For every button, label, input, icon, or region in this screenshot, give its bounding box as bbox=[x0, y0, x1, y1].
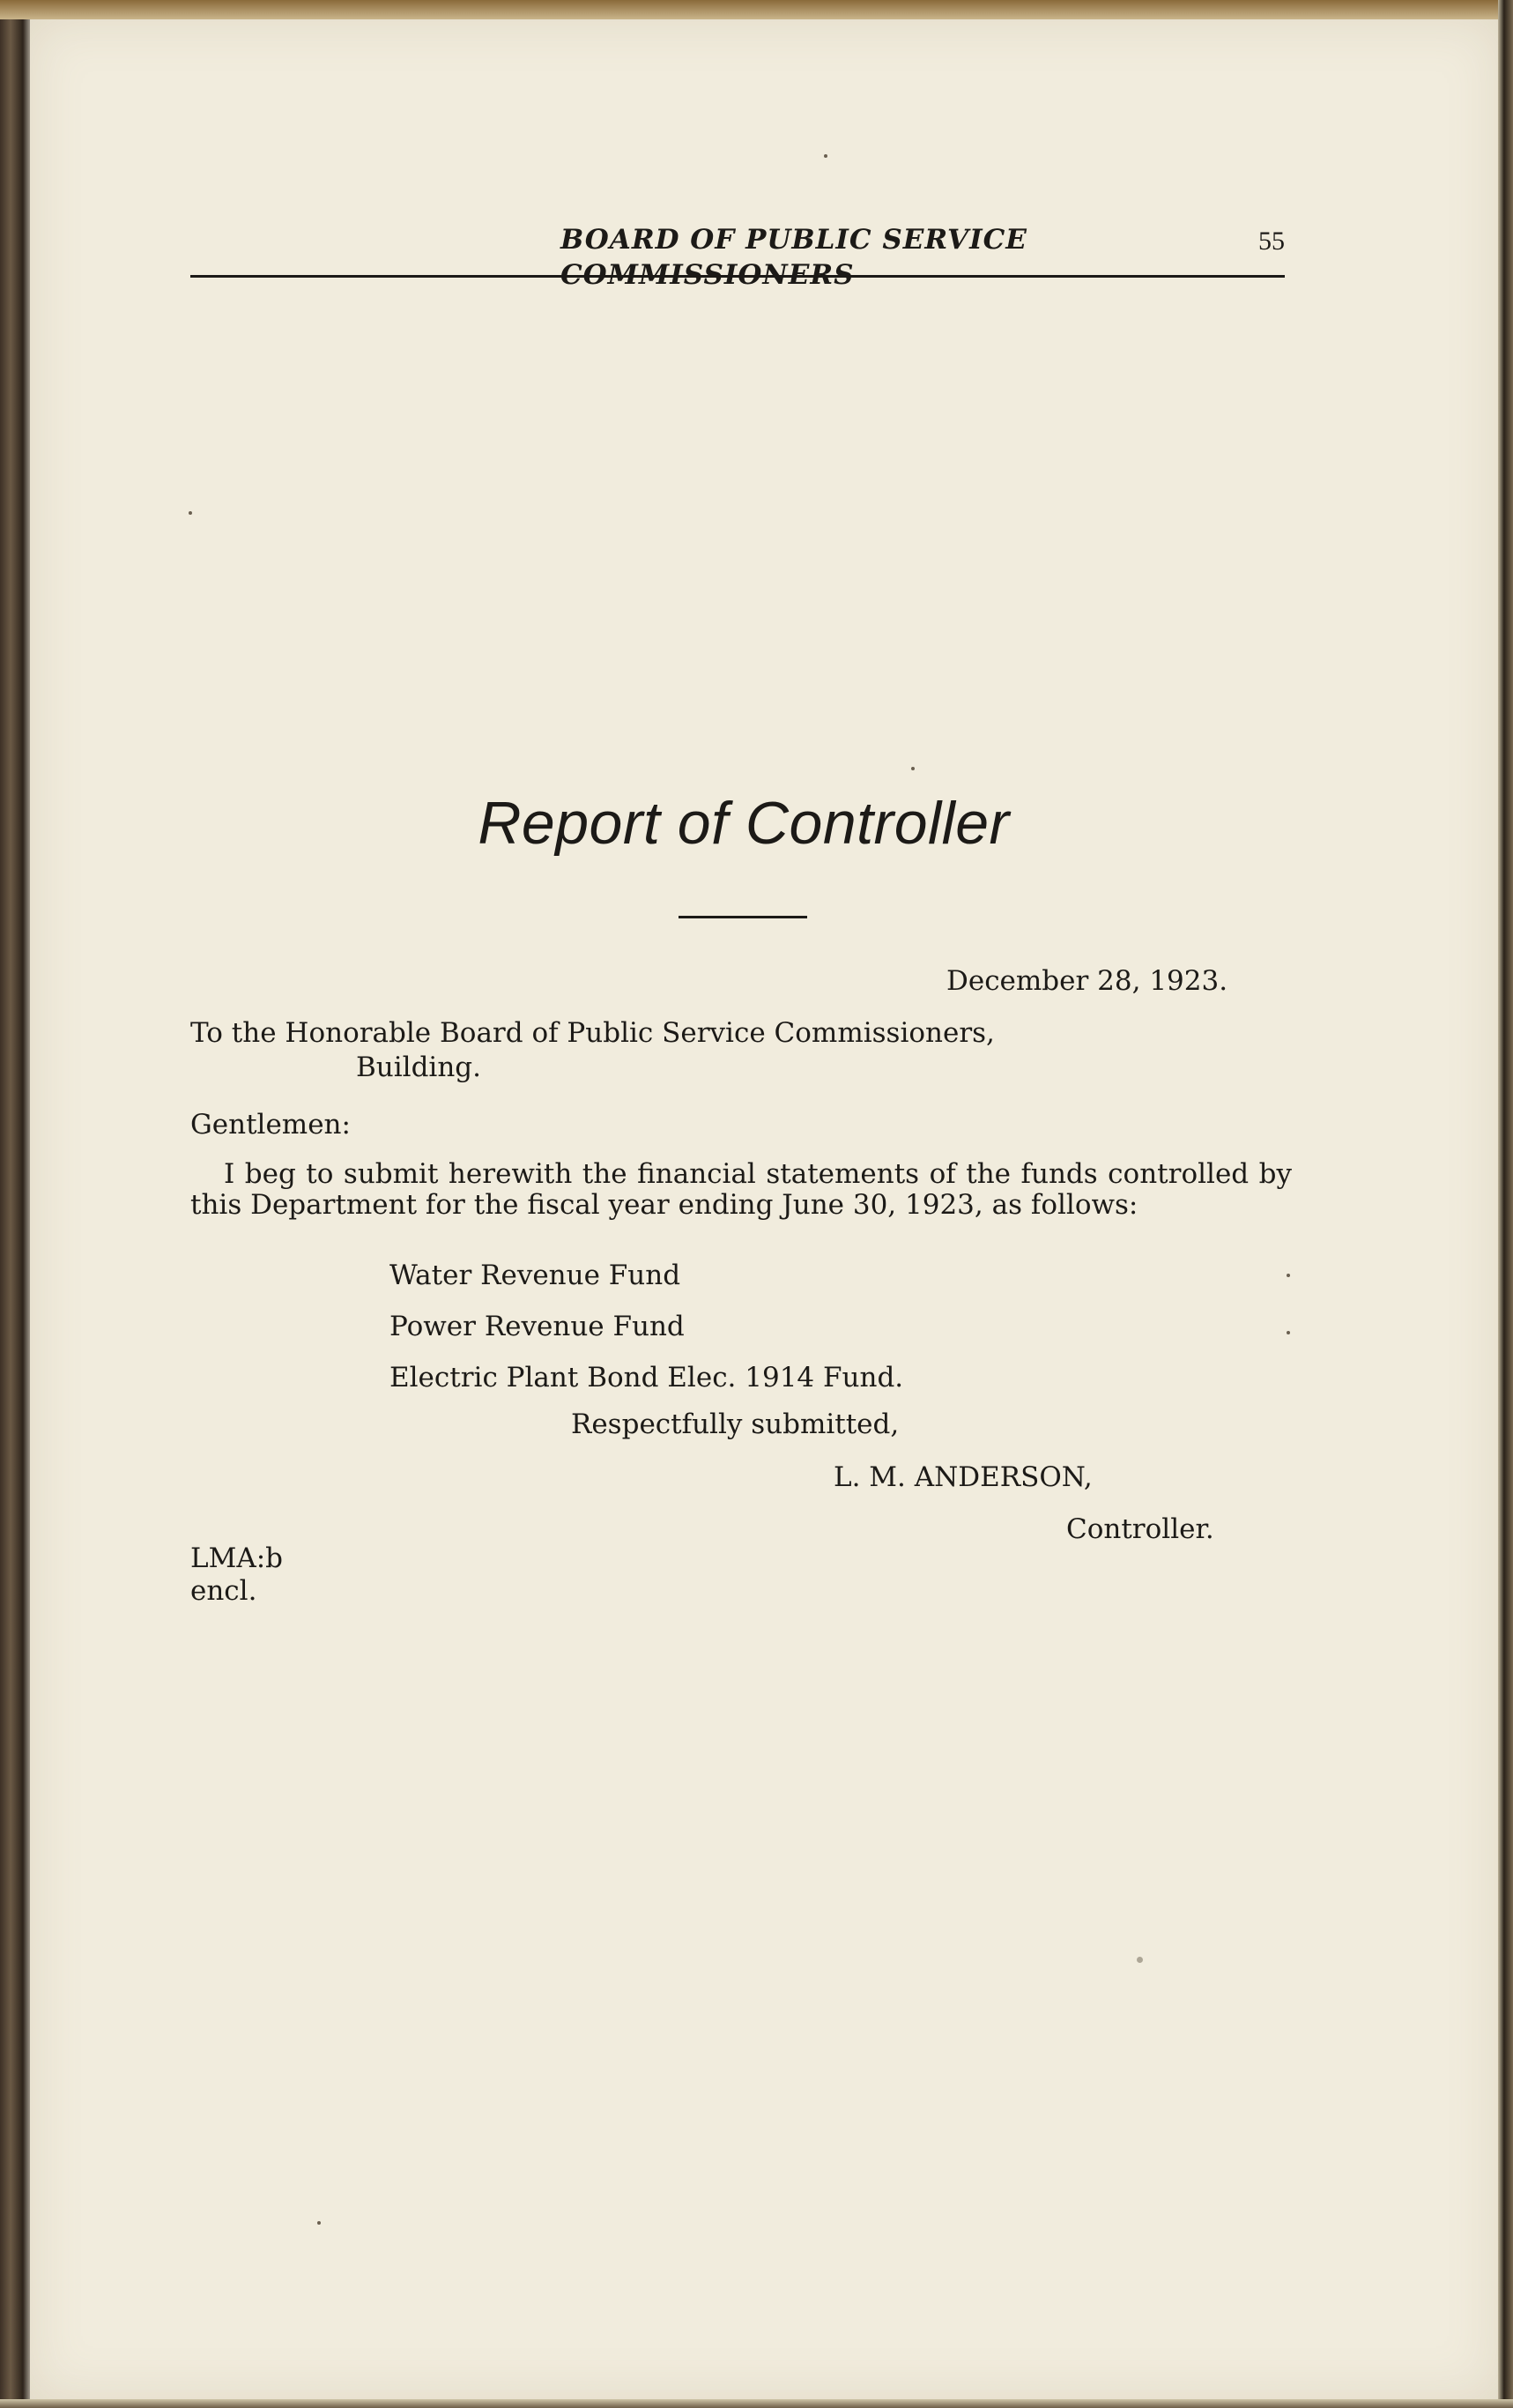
fund-item: Water Revenue Fund bbox=[389, 1260, 681, 1291]
paper-speck bbox=[317, 2221, 321, 2225]
page-bottom-edge bbox=[0, 2399, 1513, 2408]
paper-speck bbox=[1137, 1957, 1143, 1963]
fund-item: Power Revenue Fund bbox=[389, 1311, 685, 1342]
reference-enclosure: encl. bbox=[190, 1575, 257, 1607]
page-title: Report of Controller bbox=[478, 790, 1010, 857]
fund-list bbox=[389, 1250, 903, 1403]
reference-initials: LMA:b bbox=[190, 1542, 284, 1574]
letter-body: I beg to submit herewith the financial statements of the funds controlled by this Department for the fiscal year ending June 30, 1923, as follows: bbox=[190, 1158, 1292, 1221]
paper-speck bbox=[189, 511, 192, 515]
letter-date: December 28, 1923. bbox=[946, 965, 1228, 997]
signer-title: Controller. bbox=[1066, 1513, 1214, 1545]
running-title: BOARD OF PUBLIC SERVICE COMMISSIONERS bbox=[560, 224, 1027, 291]
closing: Respectfully submitted, bbox=[571, 1408, 900, 1440]
page-top-edge bbox=[0, 0, 1513, 19]
title-rule bbox=[679, 916, 807, 918]
salutation: Gentlemen: bbox=[190, 1109, 351, 1141]
reference-block bbox=[190, 1542, 283, 1608]
paper-speck bbox=[1287, 1331, 1290, 1334]
running-header bbox=[190, 222, 1285, 291]
page-number: 55 bbox=[1258, 227, 1285, 256]
paper-speck bbox=[1287, 1274, 1290, 1277]
addressee-line-1: To the Honorable Board of Public Service Commissioners, bbox=[190, 1017, 995, 1049]
paper-speck bbox=[824, 154, 827, 158]
page-right-edge bbox=[1498, 0, 1513, 2408]
paper-speck bbox=[911, 767, 915, 770]
signer-name: L. M. ANDERSON, bbox=[834, 1461, 1093, 1493]
fund-item: Electric Plant Bond Elec. 1914 Fund. bbox=[389, 1362, 904, 1394]
addressee-line-2: Building. bbox=[356, 1052, 481, 1083]
